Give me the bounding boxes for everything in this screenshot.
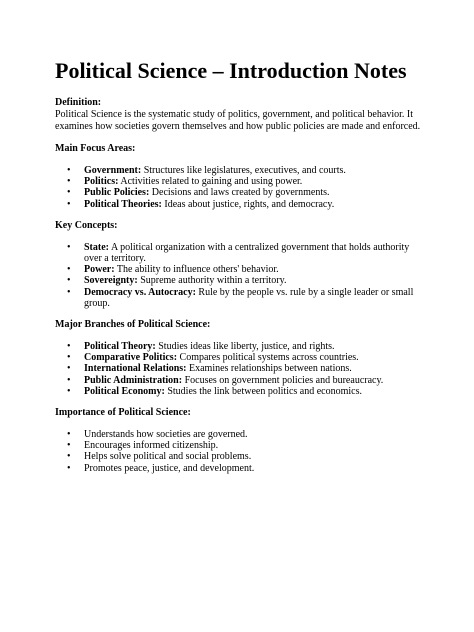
item-text: Studies the link between politics and economics. [164,385,363,397]
item-text: Examines relationships between nations. [186,363,352,375]
bullet-icon: • [67,286,71,298]
bullet-icon: • [67,374,71,386]
definition-text: Political Science is the systematic study of politics, government, and political behavior. It examines how societies govern themselves and how public policies are made and enforced. [55,109,421,132]
list-item [55,264,427,275]
item-term: Public Policies: [84,187,150,199]
list-item [55,275,427,286]
item-term: Sovereignty: [84,275,138,287]
bullet-icon: • [67,241,71,253]
item-term: Democracy vs. Autocracy: [84,286,196,298]
item-term: Political Theory: [84,341,156,353]
item-text: Activities related to gaining and using power. [118,176,303,188]
bullet-list [55,165,427,210]
item-text: Promotes peace, justice, and development. [84,462,255,474]
item-text: Rule by the people vs. rule by a single leader or small group. [84,286,414,309]
section-heading: Major Branches of Political Science: [55,319,211,331]
list-item [55,352,427,363]
item-text: Ideas about justice, rights, and democracy. [161,198,335,210]
list-item [55,165,427,176]
bullet-icon: • [67,198,71,210]
item-text: Decisions and laws created by governments. [149,187,330,199]
section-heading-definition: Definition: [55,97,102,108]
list-item [55,363,427,374]
bullet-icon: • [67,187,71,199]
list-item [55,176,427,187]
item-text: A political organization with a centralized government that holds authority over a territory. [84,241,410,265]
list-item [55,429,427,440]
bullet-icon: • [67,275,71,287]
section-heading: Importance of Political Science: [55,407,191,419]
list-item [55,386,427,397]
section-importance [55,407,427,474]
document-page [55,56,427,474]
bullet-icon: • [67,264,71,276]
bullet-icon: • [67,176,71,188]
item-term: Public Administration: [84,374,183,386]
item-text: The ability to influence others' behavior. [114,264,279,276]
bullet-icon: • [67,165,71,176]
list-item [55,451,427,462]
definition-section [55,97,427,132]
bullet-list [55,429,427,474]
item-term: Comparative Politics: [84,352,178,364]
bullet-icon: • [67,451,71,463]
bullet-icon: • [67,363,71,375]
item-text: Compares political systems across countries. [177,352,359,364]
section-main-focus-areas [55,143,427,210]
item-term: International Relations: [84,363,187,375]
list-item [55,375,427,386]
list-item [55,287,427,309]
bullet-list [55,242,427,309]
list-item [55,187,427,198]
page-title: Political Science – Introduction Notes [55,58,407,83]
list-item [55,242,427,264]
list-item [55,199,427,210]
section-key-concepts [55,220,427,309]
item-text: Structures like legislatures, executives, and courts. [141,165,346,176]
bullet-icon: • [67,429,71,441]
section-heading: Main Focus Areas: [55,143,136,154]
item-term: Government: [84,165,142,176]
item-term: State: [84,241,109,253]
section-major-branches [55,319,427,397]
item-term: Political Theories: [84,198,162,210]
bullet-icon: • [67,440,71,452]
item-text: Encourages informed citizenship. [84,440,219,452]
bullet-list [55,341,427,397]
section-heading: Key Concepts: [55,219,118,231]
item-text: Studies ideas like liberty, justice, and rights. [155,341,335,353]
item-term: Politics: [84,176,119,188]
list-item [55,440,427,451]
bullet-icon: • [67,352,71,364]
bullet-icon: • [67,385,71,397]
item-text: Helps solve political and social problems. [84,451,252,463]
item-text: Understands how societies are governed. [84,429,248,441]
item-text: Supreme authority within a territory. [137,275,287,287]
list-item [55,463,427,474]
list-item [55,341,427,352]
bullet-icon: • [67,341,71,353]
item-text: Focuses on government policies and bureaucracy. [182,374,384,386]
item-term: Power: [84,264,115,276]
bullet-icon: • [67,462,71,474]
item-term: Political Economy: [84,385,165,397]
